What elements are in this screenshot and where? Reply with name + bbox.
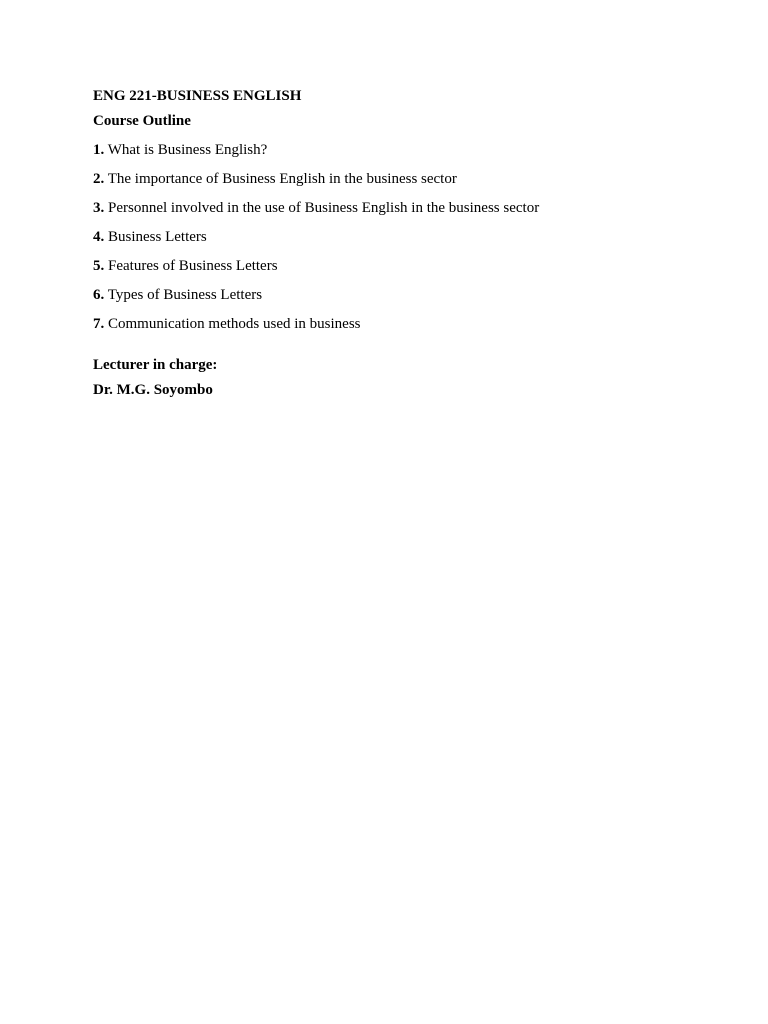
item-number: 2. — [93, 171, 105, 187]
item-text: What is Business English? — [107, 142, 268, 158]
lecturer-name: Dr. M.G. Soyombo — [93, 382, 213, 398]
list-item — [93, 227, 693, 247]
item-text: Communication methods used in business — [108, 316, 361, 332]
list-item — [93, 314, 693, 334]
outline-heading: Course Outline — [93, 113, 191, 129]
item-text: Types of Business Letters — [107, 287, 263, 303]
list-item — [93, 285, 693, 305]
item-text: Business Letters — [108, 229, 207, 245]
item-number: 3. — [93, 200, 105, 216]
item-number: 7. — [93, 316, 105, 332]
item-number: 5. — [93, 258, 105, 274]
lecturer-label: Lecturer in charge: — [93, 357, 218, 373]
item-text: The importance of Business English in the business sector — [107, 171, 457, 187]
item-text: Personnel involved in the use of Business English in the business sector — [108, 200, 540, 216]
item-number: 6. — [93, 287, 105, 303]
list-item — [93, 256, 693, 276]
document-page — [93, 86, 693, 400]
outline-list — [93, 140, 693, 334]
item-text: Features of Business Letters — [108, 258, 278, 274]
list-item — [93, 198, 693, 218]
list-item — [93, 140, 693, 160]
item-number: 4. — [93, 229, 105, 245]
course-title: ENG 221-BUSINESS ENGLISH — [93, 88, 302, 104]
list-item — [93, 169, 693, 189]
item-number: 1. — [93, 142, 105, 158]
